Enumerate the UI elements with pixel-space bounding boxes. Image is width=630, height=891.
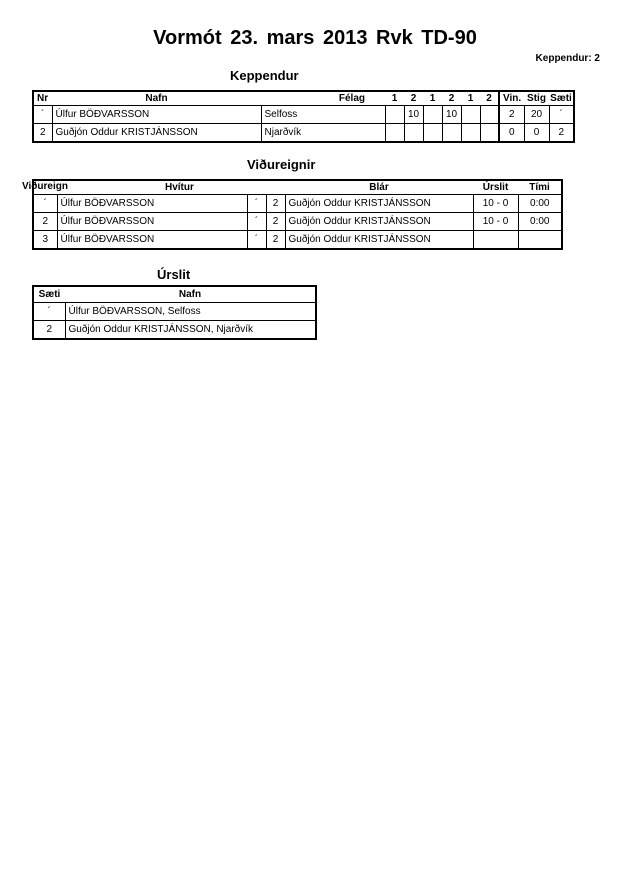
participants-heading: Keppendur [230, 68, 299, 83]
results-heading: Úrslit [157, 267, 191, 282]
cell [480, 106, 499, 124]
cell: 2 [266, 231, 285, 250]
cell: Guðjón Oddur KRISTJÁNSSON [285, 231, 473, 250]
cell: 20 [524, 106, 549, 124]
col-nr: Nr [33, 91, 52, 106]
col-urslit: Úrslit [482, 182, 509, 193]
table-row [33, 195, 562, 213]
cell [385, 106, 404, 124]
cell: 10 - 0 [473, 213, 518, 231]
cell: 2 [266, 195, 285, 213]
page-title: Vormót 23. mars 2013 Rvk TD-90 [153, 27, 477, 49]
cell: Guðjón Oddur KRISTJÁNSSON, Njarðvík [65, 321, 316, 340]
matches-heading: Viðureignir [247, 157, 316, 172]
cell [423, 124, 442, 143]
matches-header-row [33, 180, 562, 195]
cell [480, 124, 499, 143]
col-saeti: Sæti [33, 286, 65, 303]
cell: 2 [33, 124, 52, 143]
cell [404, 124, 423, 143]
cell: Úlfur BÖÐVARSSON [57, 213, 247, 231]
cell: ´ [33, 195, 57, 213]
col-r1: 1 [391, 93, 398, 104]
col-r5: 1 [467, 93, 474, 104]
col-felag: Félag [338, 93, 365, 104]
cell: 10 [404, 106, 423, 124]
col-saeti: Sæti [549, 91, 574, 106]
cell: Guðjón Oddur KRISTJÁNSSON [52, 124, 261, 143]
cell: ´ [549, 106, 574, 124]
col-r6: 2 [486, 93, 492, 104]
col-r4: 2 [448, 93, 455, 104]
table-row [33, 321, 316, 340]
table-row [33, 231, 562, 250]
cell [518, 231, 562, 250]
cell: 3 [33, 231, 57, 250]
cell: ´ [247, 231, 266, 250]
cell: ´ [33, 303, 65, 321]
cell: Úlfur BÖÐVARSSON [57, 195, 247, 213]
cell: Úlfur BÖÐVARSSON [52, 106, 261, 124]
results-header-row [33, 286, 316, 303]
cell [461, 124, 480, 143]
cell: 10 - 0 [473, 195, 518, 213]
participants-header-row [33, 91, 574, 106]
table-row [33, 213, 562, 231]
table-row [33, 124, 574, 143]
cell: Úlfur BÖÐVARSSON, Selfoss [65, 303, 316, 321]
cell: ´ [33, 106, 52, 124]
table-row [33, 106, 574, 124]
col-nafn: Nafn [65, 286, 316, 303]
cell: Úlfur BÖÐVARSSON [57, 231, 247, 250]
col-blar: Blár [369, 182, 389, 193]
cell: Guðjón Oddur KRISTJÁNSSON [285, 195, 473, 213]
cell [385, 124, 404, 143]
results-table [32, 285, 317, 340]
cell [442, 124, 461, 143]
cell: Njarðvík [261, 124, 385, 143]
cell: 2 [33, 321, 65, 340]
cell: Selfoss [261, 106, 385, 124]
col-blank [247, 180, 266, 195]
col-r2: 2 [410, 93, 417, 104]
participants-table [32, 90, 575, 143]
col-timi: Tími [518, 180, 562, 195]
col-r3: 1 [429, 93, 436, 104]
cell [473, 231, 518, 250]
col-vidureign: Viðureign [22, 181, 68, 192]
col-hvitur: Hvítur [165, 182, 194, 193]
cell: 10 [442, 106, 461, 124]
cell: 0 [524, 124, 549, 143]
cell: ´ [247, 195, 266, 213]
cell: 2 [549, 124, 574, 143]
col-vin: Vin. [499, 91, 524, 106]
table-row [33, 303, 316, 321]
cell: 0:00 [518, 195, 562, 213]
col-blank [266, 180, 285, 195]
col-stig: Stig [527, 93, 546, 104]
matches-table [32, 179, 563, 250]
cell: 2 [33, 213, 57, 231]
cell: 0:00 [518, 213, 562, 231]
cell: ´ [247, 213, 266, 231]
cell: 0 [499, 124, 524, 143]
cell: Guðjón Oddur KRISTJÁNSSON [285, 213, 473, 231]
cell [423, 106, 442, 124]
participant-count: Keppendur: 2 [535, 53, 600, 64]
cell: 2 [266, 213, 285, 231]
cell: 2 [499, 106, 524, 124]
cell [461, 106, 480, 124]
col-nafn: Nafn [145, 93, 168, 104]
